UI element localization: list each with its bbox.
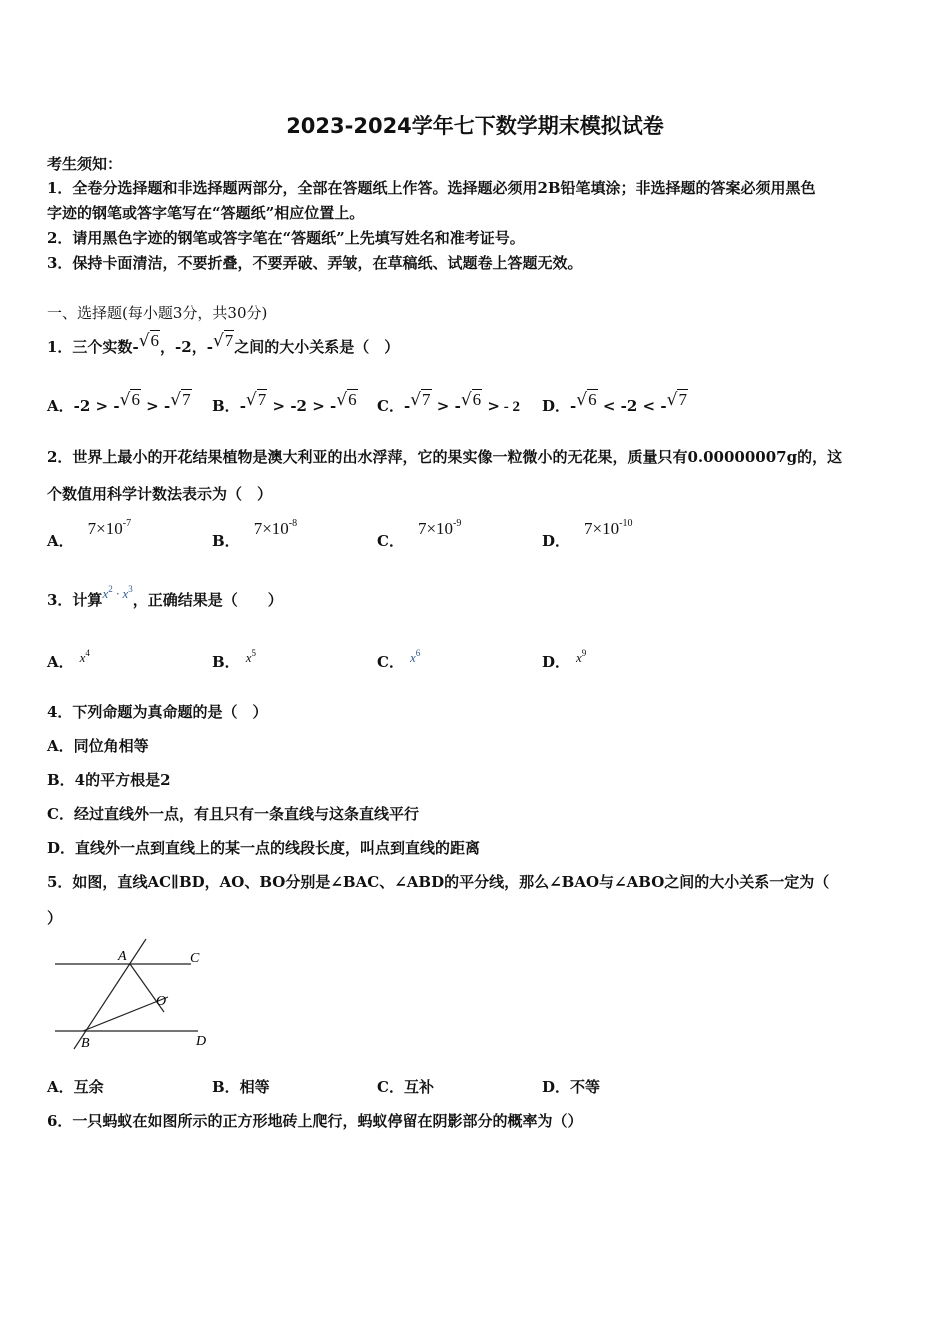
question-5-line2: ） (47, 909, 63, 927)
question-4: 4．下列命题为真命题的是（ ） (47, 703, 268, 721)
notice-item-1-cont: 字迹的钢笔或答字笔写在“答题纸”相应位置上。 (47, 204, 365, 222)
q1-option-d: D．-√6 < -2 < -√7 (542, 390, 687, 415)
sqrt-7: √7 (212, 331, 234, 351)
label-a: A (118, 949, 127, 964)
q2-option-d: D．$7\times 10^{-10}$ (542, 518, 633, 550)
q1-option-b: B．-√7 > -2 > -√6 (212, 390, 357, 415)
q1-option-c: C．-√7 > -√6 > - 2 (377, 390, 520, 415)
q5-option-a: A．互余 (47, 1078, 104, 1096)
q5-option-d: D．不等 (542, 1078, 601, 1096)
notice-heading: 考生须知： (47, 155, 123, 173)
label-o: O (156, 994, 167, 1009)
question-2-line2: 个数值用科学计数法表示为（ ） (47, 485, 273, 503)
question-3: 3．计算$x^2 \cdot x^3$，正确结果是（ ） (47, 584, 283, 609)
label-d: D (196, 1034, 207, 1049)
q5-option-c: C．互补 (377, 1078, 434, 1096)
section-heading: 一、选择题(每小题3分，共30分) (47, 304, 268, 322)
q3-option-b: B． $x^5$ (212, 648, 256, 671)
q3-expression: $x^2 \cdot x^3$ (102, 584, 133, 601)
q1-suffix: 之间的大小关系是（ ） (234, 338, 400, 356)
q4-option-c: C．经过直线外一点，有且只有一条直线与这条直线平行 (47, 805, 419, 823)
q4-option-a: A．同位角相等 (47, 737, 149, 755)
q1-option-a: A．-2 > -√6 > -√7 (47, 390, 191, 415)
minus-sign: - (206, 338, 213, 356)
notice-item-3: 3．保持卡面清洁，不要折叠，不要弄破、弄皱，在草稿纸、试题卷上答题无效。 (47, 254, 583, 272)
q3-option-d: D． $x^9$ (542, 648, 587, 671)
minus-sign: - (132, 338, 139, 356)
exam-title: 2023-2024学年七下数学期末模拟试卷 (286, 114, 664, 138)
q2-option-a: A．$7\times 10^{-7}$ (47, 518, 132, 550)
q3-option-c: C． $x^6$ (377, 648, 421, 671)
question-5-line1: 5．如图，直线AC∥BD，AO、BO分别是∠BAC、∠ABD的平分线，那么∠BAO与∠ABO之间的大小关系一定为（ (47, 873, 830, 891)
question-6: 6．一只蚂蚁在如图所示的正方形地砖上爬行，蚂蚁停留在阴影部分的概率为（） (47, 1112, 583, 1130)
notice-item-2: 2．请用黑色字迹的钢笔或答字笔在“答题纸”上先填写姓名和准考证号。 (47, 229, 525, 247)
q4-option-d: D．直线外一点到直线上的某一点的线段长度，叫点到直线的距离 (47, 839, 481, 857)
q1-prefix: 1．三个实数 (47, 338, 133, 356)
label-c: C (190, 951, 200, 966)
q3-option-a: A． $x^4$ (47, 648, 90, 671)
notice-item-1: 1．全卷分选择题和非选择题两部分，全部在答题纸上作答。选择题必须用2B铅笔填涂；非选择题的答案必须用黑色 (47, 179, 816, 197)
question-2-line1: 2．世界上最小的开花结果植物是澳大利亚的出水浮萍，它的果实像一粒微小的无花果，质量只有0.00000007g的，这 (47, 448, 843, 466)
line-ab (74, 939, 146, 1049)
label-b: B (81, 1036, 90, 1051)
q2-option-c: C．$7\times 10^{-9}$ (377, 518, 462, 550)
q5-option-b: B．相等 (212, 1078, 270, 1096)
sqrt-6: √6 (138, 331, 160, 351)
q4-option-b: B．4的平方根是2 (47, 771, 171, 789)
q1-mid: ，-2， (160, 338, 207, 356)
q2-option-b: B．$7\times 10^{-8}$ (212, 518, 298, 550)
parallel-lines-figure (50, 935, 220, 1055)
question-1 (47, 331, 399, 357)
